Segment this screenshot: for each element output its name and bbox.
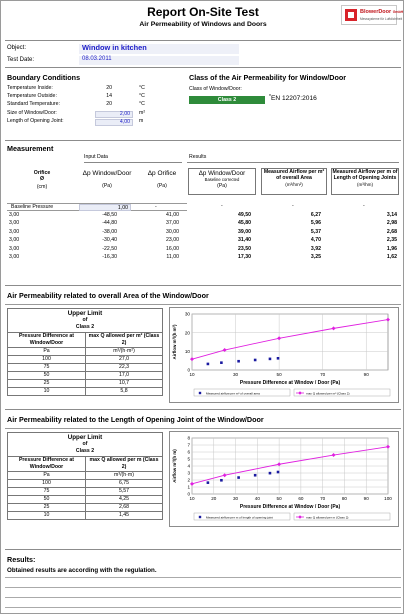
y-axis-label: Airflow m³/(h m²) <box>172 324 177 360</box>
data-point <box>277 471 280 474</box>
boundary-label: Length of Opening Joint: <box>7 117 64 124</box>
results-header: Results <box>189 154 207 160</box>
y-tick-label: 0 <box>187 367 190 373</box>
x-tick-label: 50 <box>276 496 282 501</box>
legend-label: Measured airflow per m of length of opening joint <box>206 515 273 520</box>
boundary-unit: m <box>139 117 144 124</box>
table-row: 10 1,45 <box>8 512 163 520</box>
data-point <box>207 363 210 366</box>
area-chart <box>170 308 398 402</box>
logo-tagline: Messsysteme für Luftdichtheit <box>360 17 403 21</box>
x-axis-label: Pressure Difference at Window / Door (Pa) <box>239 504 341 510</box>
class-standard: *EN 12207:2016 <box>269 94 317 102</box>
boundary-unit: m² <box>139 109 146 116</box>
logo-brand: BlowerDoor GmbH <box>360 9 404 15</box>
divider <box>5 67 401 68</box>
results-text: Obtained results are according with the regulation. <box>7 567 157 574</box>
legend-label: max Q allowed per m² (Class 2) <box>306 391 350 396</box>
x-tick-label: 80 <box>341 496 348 501</box>
class-title: Class of the Air Permeability for Window/Door <box>189 73 347 82</box>
input-data-header: Input Data <box>84 154 108 160</box>
data-point <box>277 357 280 360</box>
data-point <box>207 481 210 484</box>
y-tick-label: 30 <box>184 311 190 317</box>
boundary-unit: °C <box>139 93 145 100</box>
baseline-dash: - <box>155 204 157 210</box>
boundary-row <box>7 119 167 127</box>
table-row: 100 6,75 <box>8 480 163 488</box>
y-tick-label: 7 <box>187 442 190 448</box>
table-row: 50 4,25 <box>8 496 163 504</box>
joint-length-value: 4,00 <box>95 119 133 126</box>
class-label: Class of Window/Door: <box>189 86 242 92</box>
y-tick-label: 4 <box>187 463 190 469</box>
limit-unit-row: Pa m³/(h·m²) <box>8 348 163 356</box>
x-tick-label: 100 <box>384 496 392 501</box>
table-row: 3,00 -44,80 37,00 45,80 5,96 2,98 <box>9 220 397 227</box>
limit-col-header: Pressure Difference at Window/Door max Q allowed per m (Class 2) <box>8 457 163 472</box>
boundary-unit: °C <box>139 101 145 108</box>
col-orifice: Orifice Ø (cm) <box>33 170 51 190</box>
table-row: 3,00 -16,30 11,00 17,30 3,25 1,62 <box>9 254 397 261</box>
table-row: 50 17,0 <box>8 372 163 380</box>
object-value: Window in kitchen <box>79 44 239 54</box>
boundary-label: Standard Temperature: <box>7 101 60 108</box>
table-row: 25 10,7 <box>8 380 163 388</box>
divider <box>5 304 401 305</box>
table-row: 3,00 -30,40 23,00 31,40 4,70 2,35 <box>9 237 397 244</box>
legend-swatch <box>199 516 201 518</box>
x-tick-label: 10 <box>189 372 195 377</box>
data-point <box>220 361 223 364</box>
x-tick-label: 70 <box>320 496 326 501</box>
boundary-value: 14 <box>106 93 112 100</box>
divider <box>5 40 401 41</box>
table-row: 3,00 -48,50 41,00 49,50 6,27 3,14 <box>9 212 397 218</box>
object-label: Object: <box>7 45 27 51</box>
table-row: 10 5,8 <box>8 388 163 396</box>
data-point <box>220 479 223 482</box>
x-tick-label: 90 <box>363 372 369 377</box>
results-line <box>5 587 401 588</box>
boundary-title: Boundary Conditions <box>7 73 81 82</box>
y-axis-label: Airflow m³/(h m) <box>172 449 177 483</box>
report-subtitle: Air Permeability of Windows and Doors <box>139 21 267 28</box>
joint-chart-frame <box>169 431 399 527</box>
test-date-label: Test Date: <box>7 57 35 63</box>
col-dp-window-res: Δp Window/Door Baseline corrected (Pa) <box>188 168 256 195</box>
baseline-row <box>7 203 187 211</box>
data-point <box>269 358 272 361</box>
divider <box>5 549 401 550</box>
company-logo <box>341 5 404 25</box>
results-line <box>5 607 401 608</box>
x-axis-label: Pressure Difference at Window / Door (Pa) <box>239 380 341 386</box>
results-line <box>5 597 401 598</box>
limit-col-header: Pressure Difference at Window/Door max Q allowed per m² (Class 2) <box>8 333 163 348</box>
boundary-unit: °C <box>139 85 145 91</box>
x-tick-label: 50 <box>276 372 282 377</box>
y-tick-label: 6 <box>187 449 190 455</box>
baseline-label: Baseline Pressure <box>11 204 54 210</box>
area-section-title: Air Permeability related to overall Area of the Window/Door <box>7 291 209 300</box>
data-point <box>237 476 240 479</box>
y-tick-label: 10 <box>184 348 190 354</box>
input-rule <box>84 162 182 163</box>
measurement-title: Measurement <box>7 144 54 153</box>
y-tick-label: 8 <box>187 435 190 441</box>
boundary-label: Temperature Inside: <box>7 85 53 91</box>
x-tick-label: 20 <box>211 496 217 501</box>
table-row: 100 27,0 <box>8 356 163 364</box>
logo-mark-icon <box>345 9 357 21</box>
table-row: 75 22,3 <box>8 364 163 372</box>
y-tick-label: 2 <box>187 477 190 483</box>
divider <box>5 428 401 429</box>
table-row: 75 5,57 <box>8 488 163 496</box>
results-title: Results: <box>7 555 36 564</box>
col-dp-orifice: Δp Orifice (Pa) <box>147 170 177 190</box>
boundary-list <box>7 86 167 127</box>
data-point <box>254 359 257 362</box>
y-tick-label: 0 <box>187 491 190 497</box>
boundary-label: Size of Window/Door: <box>7 109 57 116</box>
table-row: 25 2,68 <box>8 504 163 512</box>
table-row: 3,00 -22,50 16,00 23,50 3,92 1,96 <box>9 245 397 252</box>
limit-header-row: Upper Limit of Class 2 <box>8 309 163 333</box>
col-airflow-area: Measured Airflow per m² of overall Area (m³/hm²) <box>261 168 327 195</box>
y-tick-label: 5 <box>187 456 190 462</box>
x-tick-label: 60 <box>298 496 304 501</box>
results-rule <box>187 162 399 163</box>
x-tick-label: 40 <box>254 496 260 501</box>
legend-label: max Q allowed per m (Class 2) <box>306 515 349 520</box>
x-tick-label: 70 <box>320 372 326 377</box>
area-limit-table <box>7 308 163 396</box>
x-tick-label: 10 <box>189 496 195 501</box>
joint-section-title: Air Permeability related to the Length of Opening Joint of the Window/Door <box>7 415 264 424</box>
legend-swatch <box>199 392 201 394</box>
test-date-value: 08.03.2011 <box>79 56 239 65</box>
data-point <box>269 472 272 475</box>
data-point <box>254 474 257 477</box>
y-tick-label: 20 <box>184 330 190 336</box>
boundary-value: 20 <box>106 101 112 108</box>
results-line <box>5 577 401 578</box>
baseline-dash-area: - <box>292 203 294 209</box>
area-chart-frame <box>169 307 399 403</box>
class-badge: Class 2 <box>189 96 265 104</box>
x-tick-label: 30 <box>232 372 239 377</box>
y-tick-label: 3 <box>187 470 190 476</box>
divider <box>5 409 401 410</box>
boundary-label: Temperature Outside: <box>7 93 57 100</box>
boundary-value: 20 <box>106 85 112 91</box>
joint-chart <box>170 432 398 526</box>
measurement-table <box>7 211 399 261</box>
report-title: Report On-Site Test <box>147 5 259 19</box>
col-dp-window: Δp Window/Door (Pa) <box>82 170 132 190</box>
x-tick-label: 90 <box>363 496 369 501</box>
table-row: 3,00 -38,00 30,00 39,00 5,37 2,68 <box>9 228 397 235</box>
baseline-dash-res: - <box>221 203 223 209</box>
data-point <box>237 360 240 363</box>
baseline-dash-joint: - <box>363 203 365 209</box>
x-tick-label: 30 <box>232 496 239 501</box>
y-tick-label: 1 <box>187 484 190 490</box>
limit-header-row: Upper Limit of Class 2 <box>8 433 163 457</box>
limit-unit-row: Pa m³/(h·m) <box>8 472 163 480</box>
joint-limit-table <box>7 432 163 520</box>
divider <box>5 140 401 141</box>
divider <box>5 285 401 286</box>
baseline-value: 1,00 <box>79 204 131 211</box>
col-airflow-joint: Measured Airflow per m of Length of Opening Joints (m³/hm) <box>331 168 399 195</box>
window-size-value: 2,00 <box>95 111 133 118</box>
legend-label: Measured airflow per m² of overall area <box>206 391 260 396</box>
